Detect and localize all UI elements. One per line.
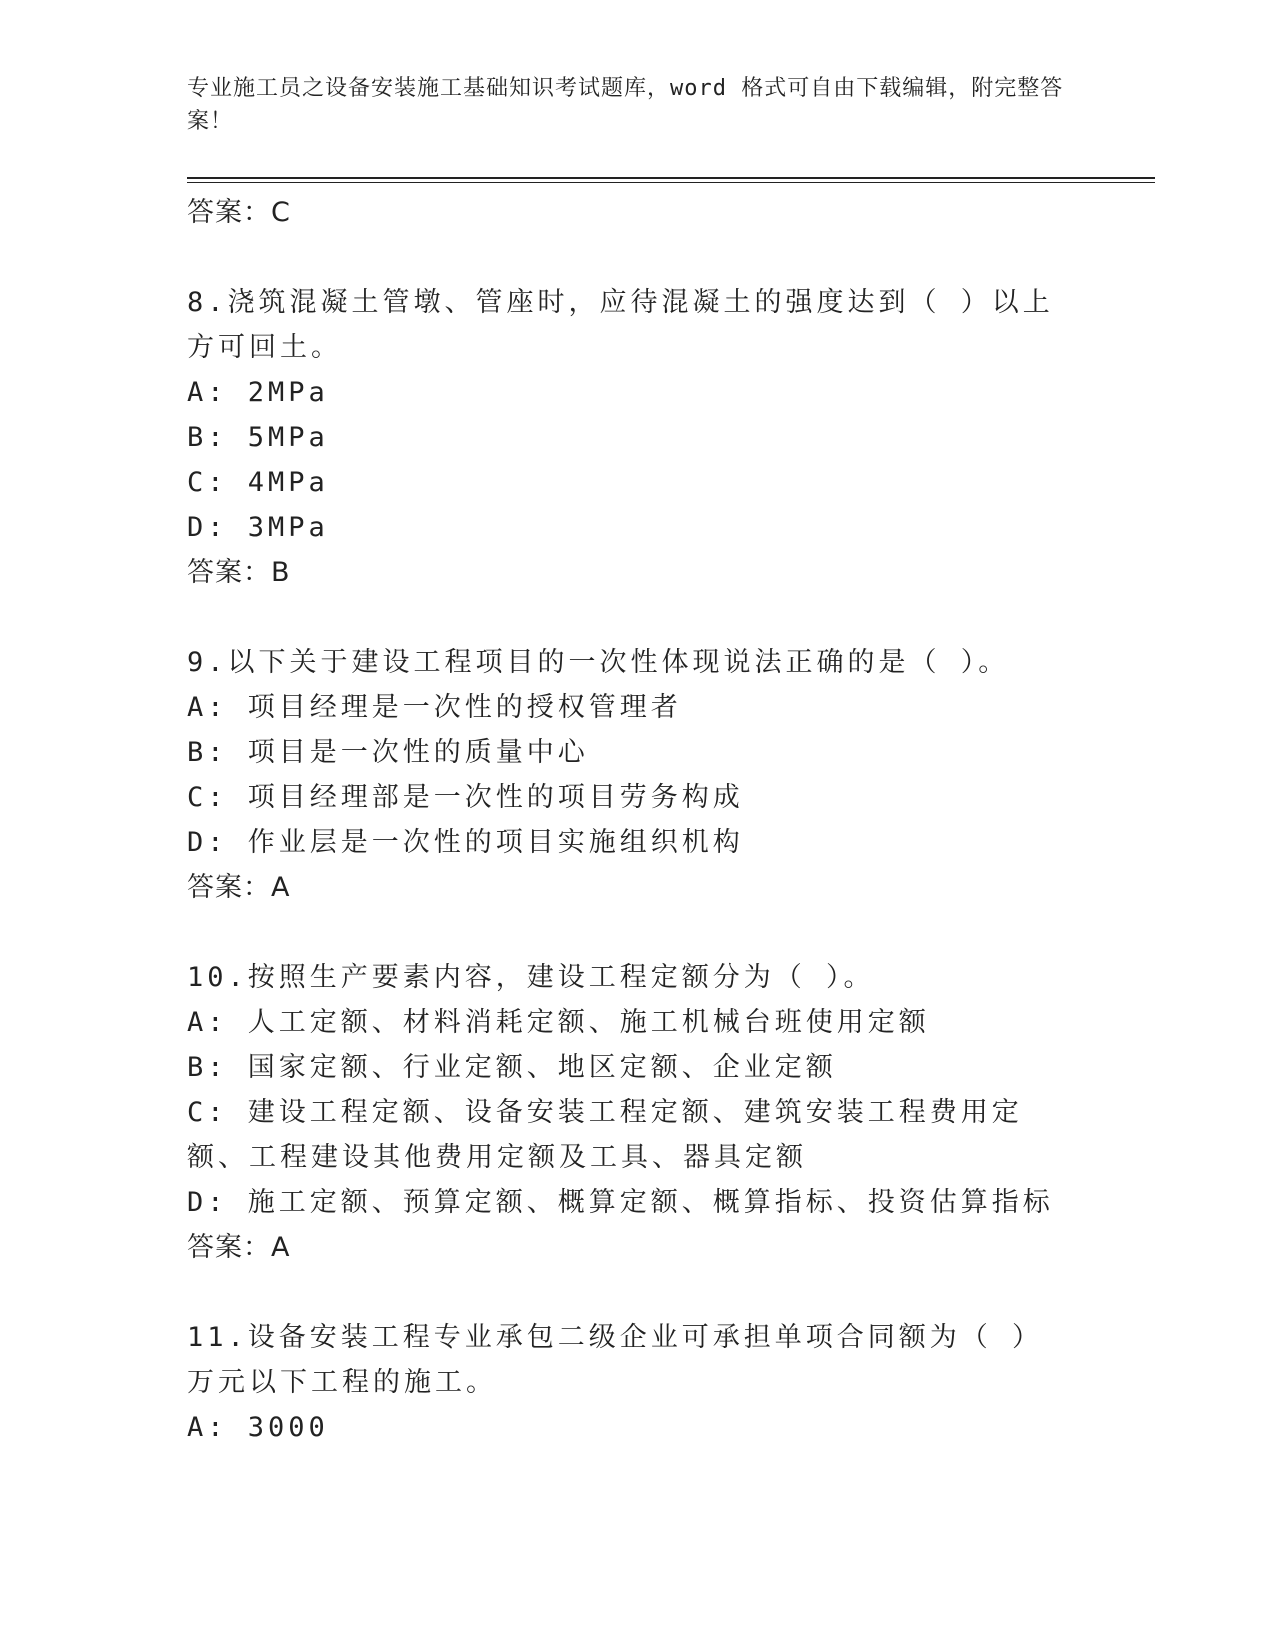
header-divider — [187, 177, 1155, 179]
header-divider-thin — [187, 182, 1155, 183]
question-block — [187, 1315, 1087, 1450]
option-b: B: 国家定额、行业定额、地区定额、企业定额 — [187, 1052, 837, 1083]
question-block — [187, 955, 1087, 1270]
question-stem: 9.以下关于建设工程项目的一次性体现说法正确的是（ ）。 — [187, 647, 1010, 678]
option-a: A: 3000 — [187, 1412, 329, 1443]
question-stem: 8.浇筑混凝土管墩、管座时，应待混凝土的强度达到（ ）以上方可回土。 — [187, 287, 1054, 363]
question-block — [187, 640, 1087, 910]
question-stem: 11.设备安装工程专业承包二级企业可承担单项合同额为（ ）万元以下工程的施工。 — [187, 1322, 1044, 1398]
question-stem: 10.按照生产要素内容，建设工程定额分为（ ）。 — [187, 962, 875, 993]
option-d: D: 施工定额、预算定额、概算定额、概算指标、投资估算指标 — [187, 1187, 1054, 1218]
option-b: B: 5MPa — [187, 422, 329, 453]
answer-line: 答案：A — [187, 1232, 291, 1263]
option-a: A: 项目经理是一次性的授权管理者 — [187, 692, 682, 723]
question-list — [187, 190, 1087, 1450]
option-a: A: 2MPa — [187, 377, 329, 408]
option-c: C: 4MPa — [187, 467, 329, 498]
answer-line: 答案：A — [187, 872, 291, 903]
option-a: A: 人工定额、材料消耗定额、施工机械台班使用定额 — [187, 1007, 930, 1038]
option-c: C: 建设工程定额、设备安装工程定额、建筑安装工程费用定额、工程建设其他费用定额及工具、器具定额 — [187, 1097, 1023, 1173]
option-b: B: 项目是一次性的质量中心 — [187, 737, 589, 768]
option-d: D: 作业层是一次性的项目实施组织机构 — [187, 827, 744, 858]
answer-line: 答案：C — [187, 197, 291, 228]
question-block — [187, 280, 1087, 595]
document-header: 专业施工员之设备安装施工基础知识考试题库，word 格式可自由下载编辑，附完整答案！ — [187, 76, 1064, 134]
option-d: D: 3MPa — [187, 512, 329, 543]
answer-line: 答案：B — [187, 557, 291, 588]
option-c: C: 项目经理部是一次性的项目劳务构成 — [187, 782, 744, 813]
